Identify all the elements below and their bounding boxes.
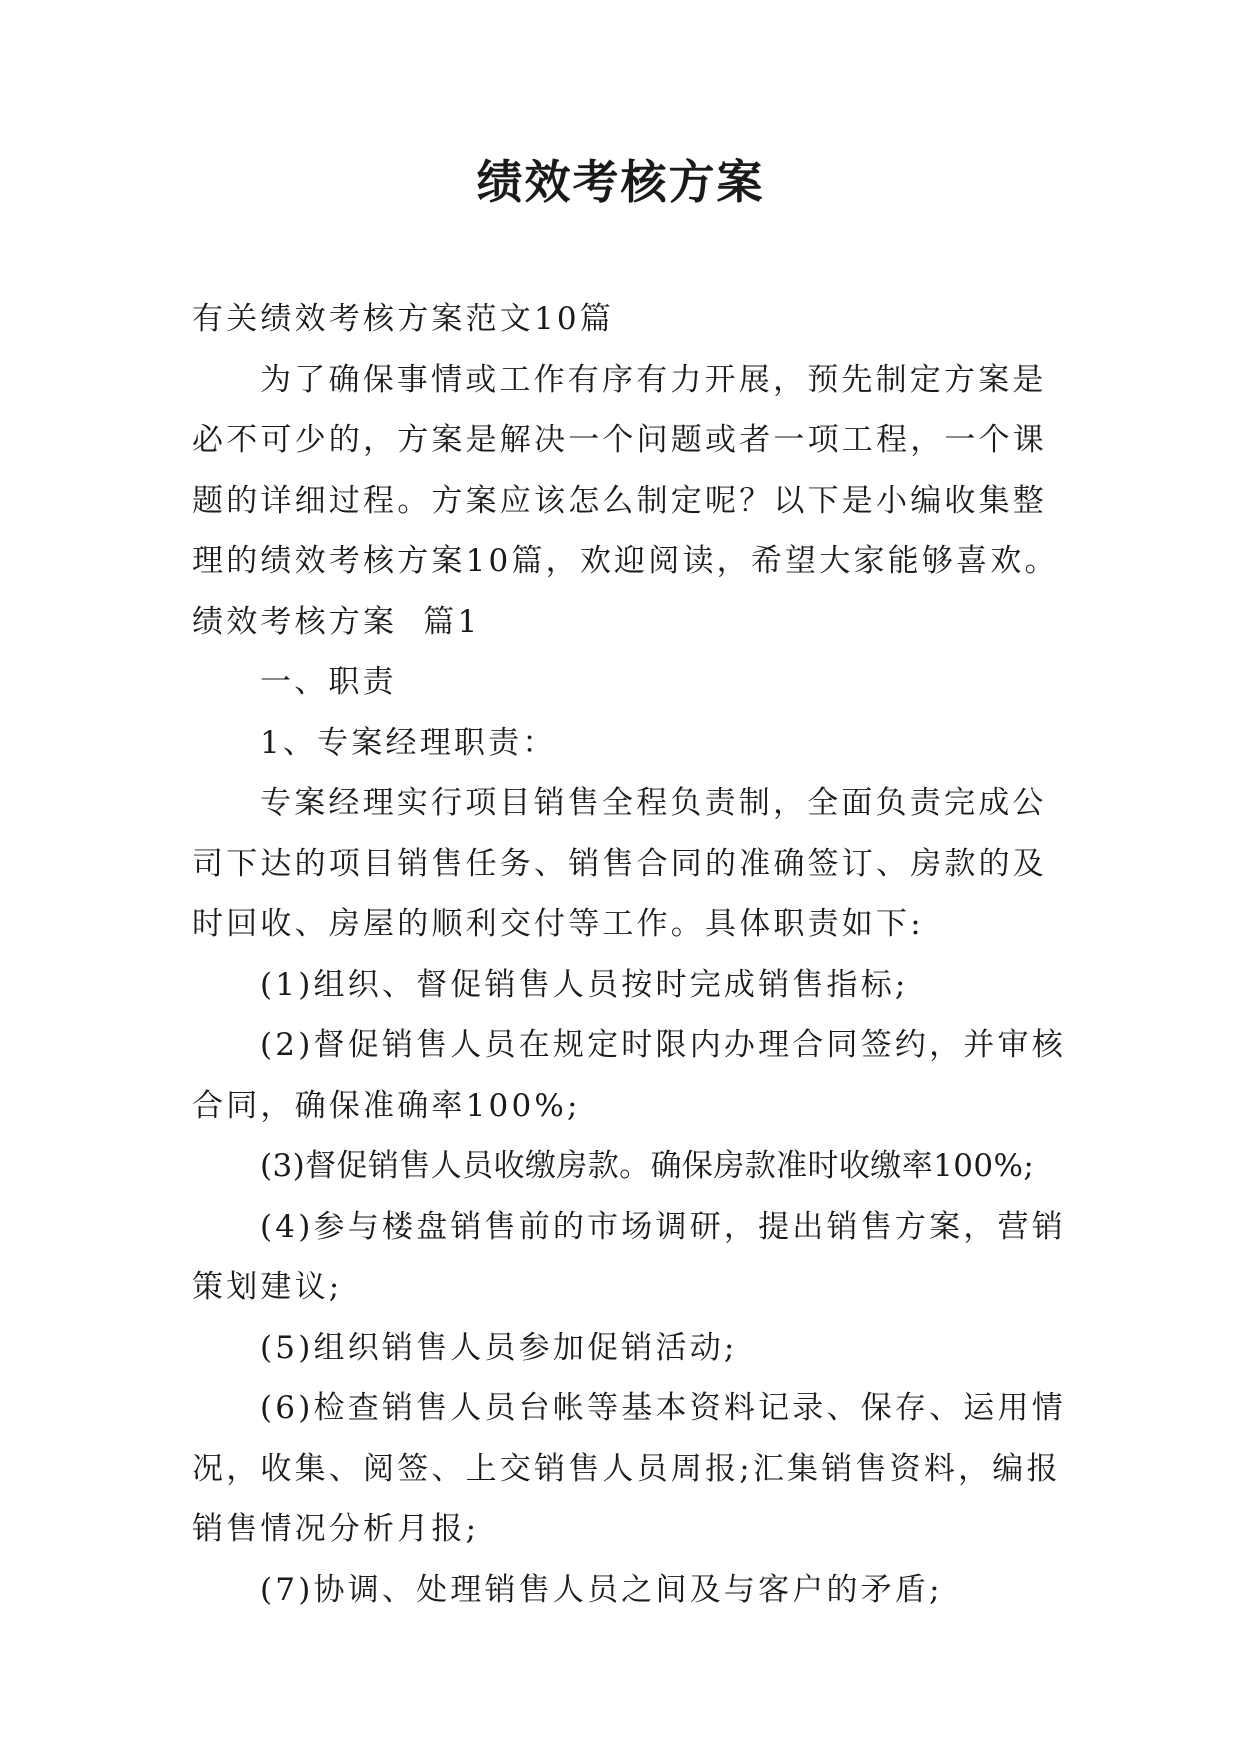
list-item: (4)参与楼盘销售前的市场调研，提出销售方案，营销策划建议; xyxy=(192,1208,1066,1305)
section-heading: 绩效考核方案 篇1 xyxy=(192,603,481,640)
item-heading: 1、专案经理职责： xyxy=(260,724,557,761)
page-title: 绩效考核方案 xyxy=(476,155,765,209)
paragraph-intro: 为了确保事情或工作有序有力开展，预先制定方案是必不可少的，方案是解决一个问题或者一项工程，一个课题的详细过程。方案应该怎么制定呢？以下是小编收集整理的绩效考核方案10篇，欢迎阅读，希望大家能够喜欢。 xyxy=(192,361,1059,579)
list-item: (2)督促销售人员在规定时限内办理合同签约，并审核合同，确保准确率100%; xyxy=(192,1027,1066,1124)
list-item: (6)检查销售人员台帐等基本资料记录、保存、运用情况，收集、阅签、上交销售人员周报;汇集销售资料，编报销售情况分析月报; xyxy=(192,1390,1066,1547)
list-item: (3)督促销售人员收缴房款。确保房款准时收缴率100%; xyxy=(260,1148,1035,1184)
list-item: (1)组织、督促销售人员按时完成销售指标; xyxy=(260,966,909,1003)
list-item: (7)协调、处理销售人员之间及与客户的矛盾; xyxy=(260,1571,943,1608)
subsection-heading: 一、职责 xyxy=(260,664,397,700)
document-body xyxy=(192,289,1072,1620)
paragraph-heading: 有关绩效考核方案范文10篇 xyxy=(192,301,615,337)
list-item: (5)组织销售人员参加促销活动; xyxy=(260,1329,738,1366)
paragraph: 专案经理实行项目销售全程负责制，全面负责完成公司下达的项目销售任务、销售合同的准确签订、房款的及时回收、房屋的顺利交付等工作。具体职责如下: xyxy=(192,785,1047,942)
